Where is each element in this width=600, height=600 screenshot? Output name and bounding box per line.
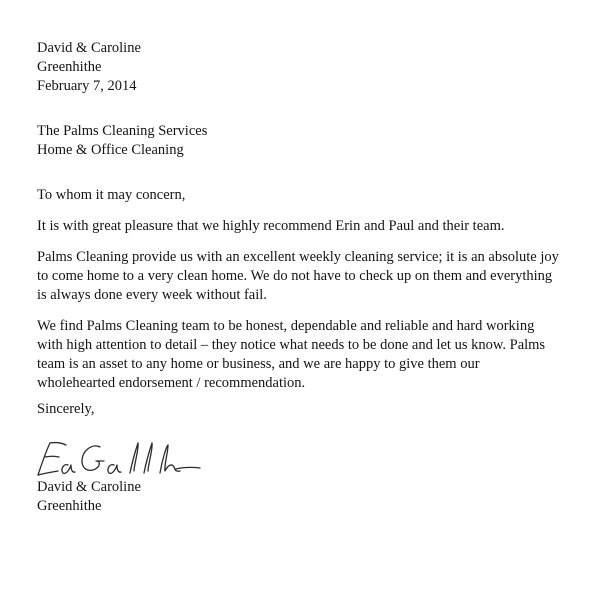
paragraph-3 — [37, 317, 582, 393]
paragraph-2-line: to come home to a very clean home. We do not have to check up on them and everything — [37, 268, 553, 284]
handwritten-signature — [34, 437, 204, 481]
signature-location: Greenhithe — [37, 498, 102, 514]
sender-location: Greenhithe — [37, 59, 102, 75]
salutation: To whom it may concern, — [37, 187, 186, 203]
paragraph-2-line: Palms Cleaning provide us with an excellent weekly cleaning service; it is an absolute joy — [37, 249, 559, 265]
recipient-department: Home & Office Cleaning — [37, 142, 184, 158]
paragraph-3-line: team is an asset to any home or business, and we are happy to give them our — [37, 356, 480, 372]
paragraph-3-line: We find Palms Cleaning team to be honest, dependable and reliable and hard working — [37, 318, 535, 334]
signature-name: David & Caroline — [37, 479, 141, 495]
paragraph-2-line: is always done every week without fail. — [37, 287, 267, 303]
letter-date: February 7, 2014 — [37, 78, 137, 94]
paragraph-3-line: with high attention to detail – they notice what needs to be done and let us know. Palms — [37, 337, 546, 353]
recipient-company: The Palms Cleaning Services — [37, 123, 208, 139]
sender-name: David & Caroline — [37, 40, 141, 56]
paragraph-1-line: It is with great pleasure that we highly recommend Erin and Paul and their team. — [37, 218, 505, 234]
paragraph-2 — [37, 248, 582, 305]
paragraph-3-line: wholehearted endorsement / recommendation. — [37, 375, 306, 391]
closing: Sincerely, — [37, 401, 95, 417]
paragraph-1 — [37, 217, 582, 236]
